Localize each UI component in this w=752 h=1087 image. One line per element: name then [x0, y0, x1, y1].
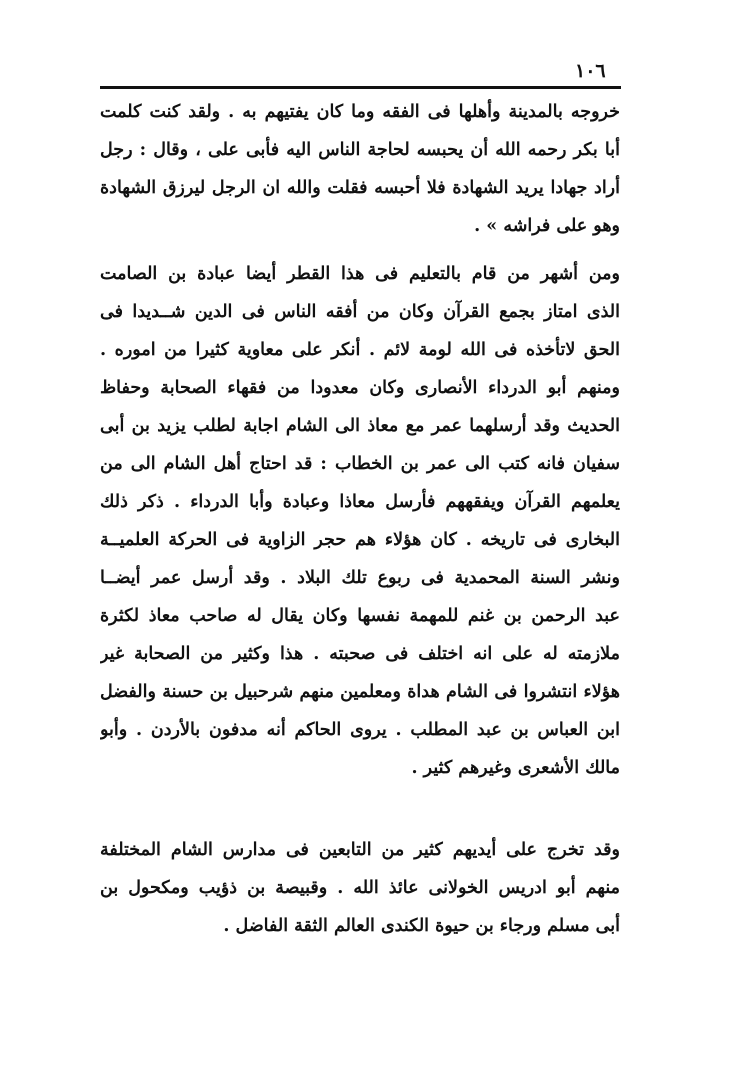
text-line: البخارى فى تاريخه . كان هؤلاء هم حجر الزاوية فى الحركة العلميــة: [100, 530, 620, 550]
text-line: مالك الأشعرى وغيرهم كثير .: [411, 758, 620, 778]
text-line: ملازمته له على انه اختلف فى صحبته . هذا وكثير من الصحابة غير: [100, 644, 620, 664]
text-line: منهم أبو ادريس الخولانى عائذ الله . وقبيصة بن ذؤيب ومكحول بن: [100, 878, 620, 898]
text-line: الحديث وقد أرسلهما عمر مع معاذ الى الشام اجابة لطلب يزيد بن أبى: [100, 416, 620, 436]
text-line: أراد جهادا يريد الشهادة فلا أحبسه فقلت والله ان الرجل ليرزق الشهادة: [100, 178, 620, 198]
paragraph-3: [100, 831, 620, 945]
text-line: ونشر السنة المحمدية فى ربوع تلك البلاد . وقد أرسل عمر أيضــا: [100, 568, 620, 588]
text-line: أبى مسلم ورجاء بن حيوة الكندى العالم الثقة الفاضل .: [223, 916, 620, 936]
text-line: هؤلاء انتشروا فى الشام هداة ومعلمين منهم شرحبيل بن حسنة والفضل: [100, 682, 620, 702]
text-line: أبا بكر رحمه الله أن يحبسه لحاجة الناس اليه فأبى على ، وقال : رجل: [100, 140, 620, 160]
text-line: ومن أشهر من قام بالتعليم فى هذا القطر أيضا عبادة بن الصامت: [100, 264, 620, 284]
text-line: وقد تخرج على أيديهم كثير من التابعين فى مدارس الشام المختلفة: [100, 840, 620, 860]
text-line: ابن العباس بن عبد المطلب . يروى الحاكم أنه مدفون بالأردن . وأبو: [100, 720, 620, 740]
text-line: يعلمهم القرآن ويفقههم فأرسل معاذا وعبادة وأبا الدرداء . ذكر ذلك: [100, 492, 620, 512]
paragraph-1: [100, 93, 620, 245]
text-line: الحق لاتأخذه فى الله لومة لائم . أنكر على معاوية كثيرا من اموره .: [100, 340, 620, 360]
text-line: سفيان فانه كتب الى عمر بن الخطاب : قد احتاج أهل الشام الى من: [100, 454, 620, 474]
text-line: وهو على فراشه » .: [474, 216, 620, 236]
text-line: الذى امتاز بجمع القرآن وكان من أفقه الناس فى الدين شــديدا فى: [100, 302, 620, 322]
text-line: عبد الرحمن بن غنم للمهمة نفسها وكان يقال له صاحب معاذ لكثرة: [100, 606, 620, 626]
page-number: ١٠٦: [575, 60, 606, 82]
header-rule: [100, 86, 621, 89]
text-line: خروجه بالمدينة وأهلها فى الفقه وما كان يفتيهم به . ولقد كنت كلمت: [100, 102, 620, 122]
paragraph-2: [100, 255, 620, 787]
text-line: ومنهم أبو الدرداء الأنصارى وكان معدودا من فقهاء الصحابة وحفاظ: [100, 378, 620, 398]
